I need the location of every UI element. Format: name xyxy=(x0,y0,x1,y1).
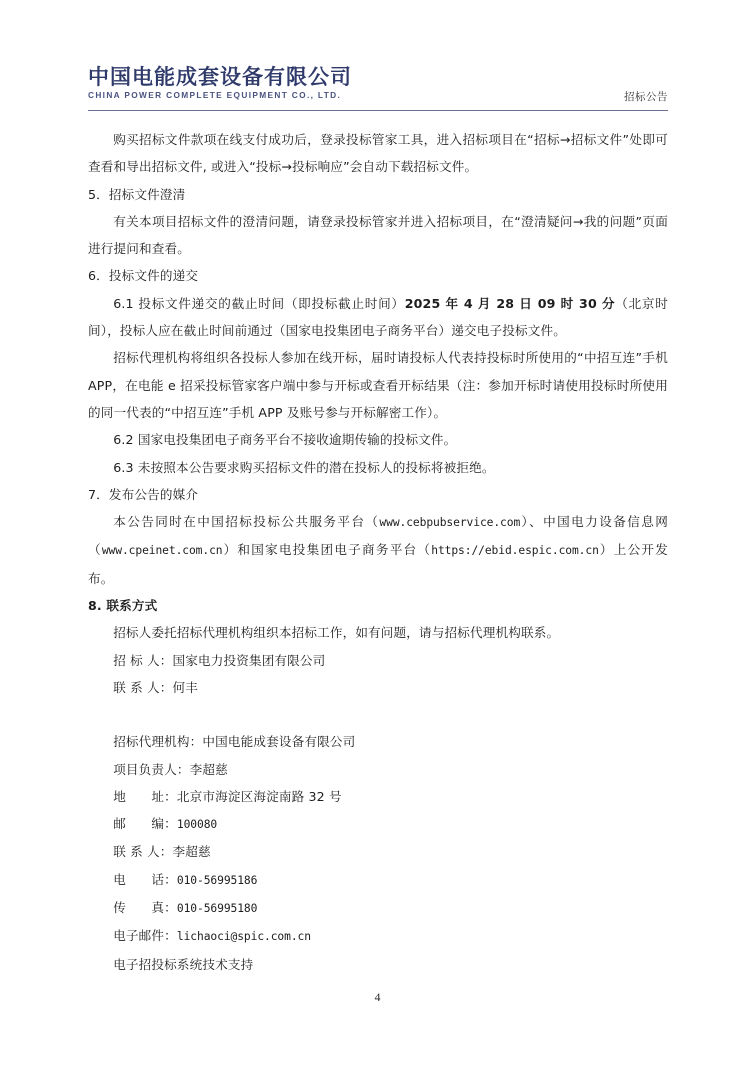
item-6-1-deadline xyxy=(88,290,668,345)
contact-tenderer-value: 国家电力投资集团有限公司 xyxy=(172,652,326,668)
project-lead-label: 项目负责人： xyxy=(113,761,190,777)
paragraph-contact-intro: 招标人委托招标代理机构组织本招标工作，如有问题，请与招标代理机构联系。 xyxy=(113,625,560,641)
address-value: 北京市海淀区海淀南路 32 号 xyxy=(176,788,342,804)
ebid-support-line: 电子招投标系统技术支持 xyxy=(113,956,254,972)
postcode-value: 100080 xyxy=(176,818,218,832)
contact-project-lead xyxy=(88,756,668,783)
media-text-c: ）和国家电投集团电子商务平台（ xyxy=(222,542,432,558)
contact-address xyxy=(88,783,668,810)
item-6-3: 6.3 未按照本公告要求购买招标文件的潜在投标人的投标将被拒绝。 xyxy=(113,459,495,475)
paragraph-purchase-download: 购买招标文件款项在线支付成功后，登录投标管家工具，进入招标项目在“招标→招标文件”处即可查看和导出招标文件, 或进入“投标→投标响应”会自动下载招标文件。 xyxy=(88,132,668,175)
agency-label: 招标代理机构： xyxy=(113,734,203,750)
contact-agency xyxy=(88,728,668,755)
email-value: lichaoci@spic.com.cn xyxy=(176,930,311,944)
contact-fax xyxy=(88,894,668,922)
address-label: 地 址： xyxy=(113,788,177,804)
contact-tenderer-label: 招 标 人： xyxy=(113,652,173,668)
phone-label: 电 话： xyxy=(113,871,177,887)
fax-label: 传 真： xyxy=(113,900,177,916)
page-number: 4 xyxy=(374,990,381,1004)
document-type-label: 招标公告 xyxy=(624,91,668,103)
section-7-heading: 7．发布公告的媒介 xyxy=(88,486,199,502)
media-url-cpeinet: www.cpeinet.com.cn xyxy=(101,544,223,558)
contact-person-agency xyxy=(88,838,668,865)
company-name-chinese: 中国电能成套设备有限公司 xyxy=(88,65,352,89)
item-6-1-prefix: 6.1 投标文件递交的截止时间（即投标截止时间） xyxy=(113,295,405,311)
section-6-heading: 6．投标文件的递交 xyxy=(88,268,199,284)
section-8-heading: 8. 联系方式 xyxy=(88,598,158,614)
contact-person-tenderer xyxy=(88,674,668,701)
media-text-a: 本公告同时在中国招标投标公共服务平台（ xyxy=(113,514,380,530)
contact-email xyxy=(88,922,668,950)
paragraph-publication-media xyxy=(88,508,668,592)
item-6-1-suffix: （北京时间），投标人应在截止时间前通过（国家电投集团电子商务平台）递交电子投标文件。 xyxy=(88,295,668,339)
email-label: 电子邮件： xyxy=(113,928,177,944)
contact-person2-label: 联 系 人： xyxy=(113,844,173,860)
company-logo xyxy=(88,66,352,100)
media-text-d: ）上公开发布。 xyxy=(88,542,669,586)
media-text-b: ）、中国电力设备信息网（ xyxy=(88,514,668,558)
contact-postcode xyxy=(88,810,668,838)
item-6-2: 6.2 国家电投集团电子商务平台不接收逾期传输的投标文件。 xyxy=(113,432,457,448)
contact-person1-value: 何丰 xyxy=(172,679,198,695)
header-divider xyxy=(88,110,668,111)
paragraph-online-bid-opening: 招标代理机构将组织各投标人参加在线开标，届时请投标人代表持投标时所使用的“中招互连”手机 APP，在电能 e 招采投标管家客户端中参与开标或查看开标结果（注：参加开标时请使用投标时所使用的同一代表的“中招互连”手机 APP 及账号参与开标解密工作）。 xyxy=(88,350,668,420)
bid-deadline-datetime: 2025 年 4 月 28 日 09 时 30 分 xyxy=(404,295,616,311)
spacer xyxy=(88,701,668,728)
phone-value: 010-56995186 xyxy=(176,873,258,887)
project-lead-value: 李超慈 xyxy=(189,761,228,777)
contact-person1-label: 联 系 人： xyxy=(113,679,173,695)
contact-tenderer xyxy=(88,647,668,674)
media-url-ebid-espic: https://ebid.espic.com.cn xyxy=(431,544,599,558)
document-header xyxy=(88,66,668,110)
company-name-english: CHINA POWER COMPLETE EQUIPMENT CO., LTD. xyxy=(88,90,342,101)
document-body xyxy=(88,126,668,978)
contact-person2-value: 李超慈 xyxy=(172,844,211,860)
contact-phone xyxy=(88,866,668,894)
agency-value: 中国电能成套设备有限公司 xyxy=(202,734,356,750)
section-5-heading: 5．招标文件澄清 xyxy=(88,186,186,202)
media-url-cebpubservice: www.cebpubservice.com xyxy=(379,516,521,530)
postcode-label: 邮 编： xyxy=(113,816,177,832)
fax-value: 010-56995180 xyxy=(176,902,258,916)
paragraph-clarification: 有关本项目招标文件的澄清问题，请登录投标管家并进入招标项目，在“澄清疑问→我的问题”页面进行提问和查看。 xyxy=(88,213,668,257)
